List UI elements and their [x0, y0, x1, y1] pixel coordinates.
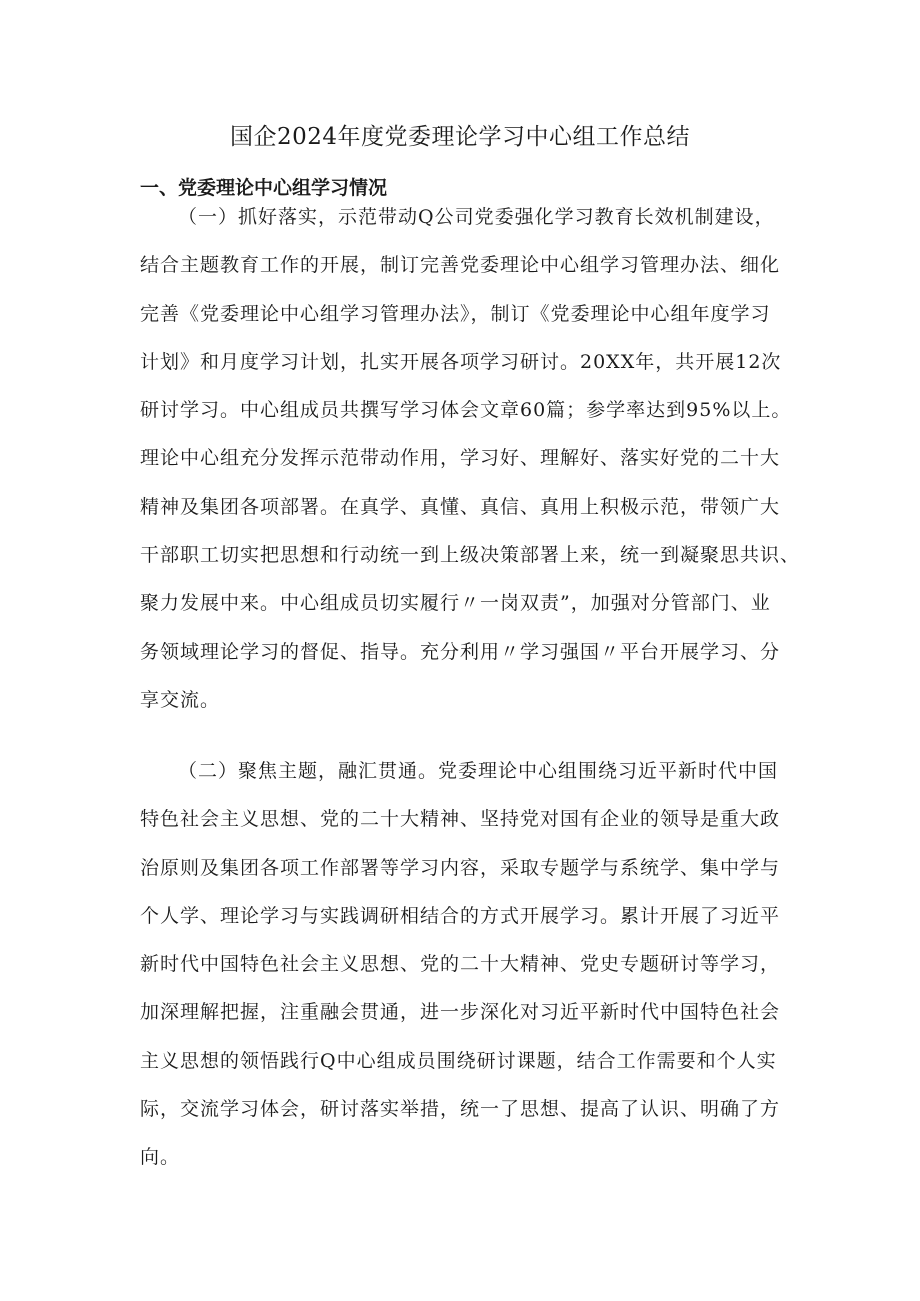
paragraph-line: 新时代中国特色社会主义思想、党的二十大精神、党史专题研讨等学习， [140, 953, 781, 976]
paragraph-line: （一）抓好落实，示范带动Q公司党委强化学习教育长效机制建设， [178, 206, 775, 228]
paragraph-1 [140, 193, 800, 724]
paragraph-line: 聚力发展中来。中心组成员切实履行〃一岗双责”，加强对分管部门、业 [140, 592, 771, 615]
paragraph-line: 完善《党委理论中心组学习管理办法》，制订《党委理论中心组年度学习 [140, 302, 771, 325]
paragraph-line: 结合主题教育工作的开展，制订完善党委理论中心组学习管理办法、细化 [140, 254, 781, 277]
paragraph-line: 主义思想的领悟践行Q中心组成员围绕研讨课题，结合工作需要和个人实 [140, 1049, 777, 1072]
paragraph-line: 向。 [140, 1146, 181, 1169]
paragraph-line: 务领域理论学习的督促、指导。充分利用〃学习强国〃平台开展学习、分 [140, 640, 781, 663]
paragraph-line: 干部职工切实把思想和行动统一到上级决策部署上来，统一到凝聚思共识、 [140, 544, 801, 567]
paragraph-line: 精神及集团各项部署。在真学、真懂、真信、真用上积极示范，带领广大 [140, 495, 781, 518]
section-heading: 一、党委理论中心组学习情况 [140, 177, 388, 199]
paragraph-line: 治原则及集团各项工作部署等学习内容，采取专题学与系统学、集中学与 [140, 856, 781, 879]
paragraph-line: 个人学、理论学习与实践调研相结合的方式开展学习。累计开展了习近平 [140, 904, 781, 927]
paragraph-line: 加深理解把握，注重融会贯通，进一步深化对习近平新时代中国特色社会 [140, 1001, 781, 1024]
paragraph-line: 计划》和月度学习计划，扎实开展各项学习研讨。20XX年，共开展12次 [140, 350, 782, 373]
paragraph-line: 特色社会主义思想、党的二十大精神、坚持党对国有企业的领导是重大政 [140, 808, 781, 831]
paragraph-line: 际，交流学习体会，研讨落实举措，统一了思想、提高了认识、明确了方 [140, 1098, 781, 1121]
document-title: 国企2024年度党委理论学习中心组工作总结 [229, 124, 691, 150]
paragraph-line: （二）聚焦主题，融汇贯通。党委理论中心组围绕习近平新时代中国 [178, 760, 779, 782]
paragraph-line: 享交流。 [140, 688, 221, 711]
paragraph-line: 理论中心组充分发挥示范带动作用，学习好、理解好、落实好党的二十大 [140, 447, 781, 470]
paragraph-line: 研讨学习。中心组成员共撰写学习体会文章60篇；参学率达到95%以上。 [140, 399, 792, 422]
paragraph-2 [140, 747, 800, 1182]
